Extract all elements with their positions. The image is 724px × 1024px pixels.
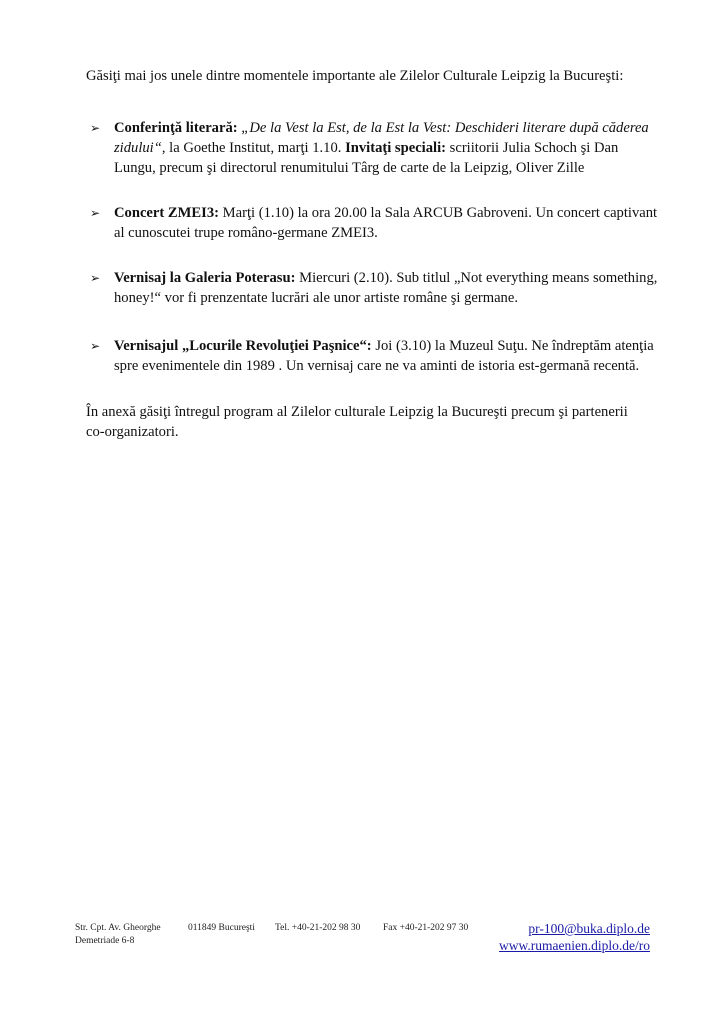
list-item-vernisaj-poterasu <box>90 268 662 308</box>
item-title: Concert ZMEI3: <box>114 205 219 221</box>
item-text: Joi (3.10) la Muzeul Suţu. Ne îndreptăm atenţia spre evenimentele din 1989 . Un vernisaj care ne va aminti de istoria est-germană recentă. <box>114 338 654 374</box>
arrow-bullet-icon: ➢ <box>90 206 101 220</box>
item-subtitle: Invitaţi speciali: <box>345 140 447 156</box>
address-line: Str. Cpt. Av. Gheorghe <box>75 923 161 933</box>
intro-paragraph: Găsiţi mai jos unele dintre momentele importante ale Zilelor Culturale Leipzig la Bucureşti: <box>86 68 624 84</box>
item-text: scriitorii Julia Schoch şi Dan Lungu, precum şi directorul renumitului Târg de carte de la Leipzig, Oliver Zille <box>114 140 619 176</box>
list-item-conference <box>90 118 662 178</box>
footer-tel: Tel. +40-21-202 98 30 <box>275 923 361 933</box>
list-item-concert <box>90 203 662 243</box>
item-title: Conferinţă literară: <box>114 120 238 136</box>
website-link[interactable]: www.rumaenien.diplo.de/ro <box>499 938 650 953</box>
arrow-bullet-icon: ➢ <box>90 271 101 285</box>
list-item-vernisaj-revolutie <box>90 336 662 376</box>
item-quote: „De la Vest la Est, de la Est la Vest: Deschideri literare după căderea zidului“ <box>114 120 649 156</box>
footer-postal: 011849 Bucureşti <box>188 923 255 933</box>
item-text: Marţi (1.10) la ora 20.00 la Sala ARCUB Gabroveni. Un concert captivant al cunoscutei trupe româno-germane ZMEI3. <box>114 205 658 241</box>
address-line: Demetriade 6-8 <box>75 936 135 946</box>
footer-fax: Fax +40-21-202 97 30 <box>383 923 469 933</box>
item-text: , la Goethe Institut, marţi 1.10. <box>161 140 346 156</box>
item-title: Vernisaj la Galeria Poterasu: <box>114 270 296 286</box>
arrow-bullet-icon: ➢ <box>90 121 101 135</box>
item-title: Vernisajul „Locurile Revoluţiei Paşnice“: <box>114 338 372 354</box>
footer-address <box>75 922 161 948</box>
arrow-bullet-icon: ➢ <box>90 339 101 353</box>
closing-paragraph: În anexă găsiţi întregul program al Zilelor culturale Leipzig la Bucureşti precum şi partenerii co-organizatori. <box>86 404 628 440</box>
email-link[interactable]: pr-100@buka.diplo.de <box>528 921 650 936</box>
item-text: Miercuri (2.10). Sub titlul „Not everything means something, honey!“ vor fi prenzentate lucrări ale unor artiste române şi germane. <box>114 270 658 306</box>
